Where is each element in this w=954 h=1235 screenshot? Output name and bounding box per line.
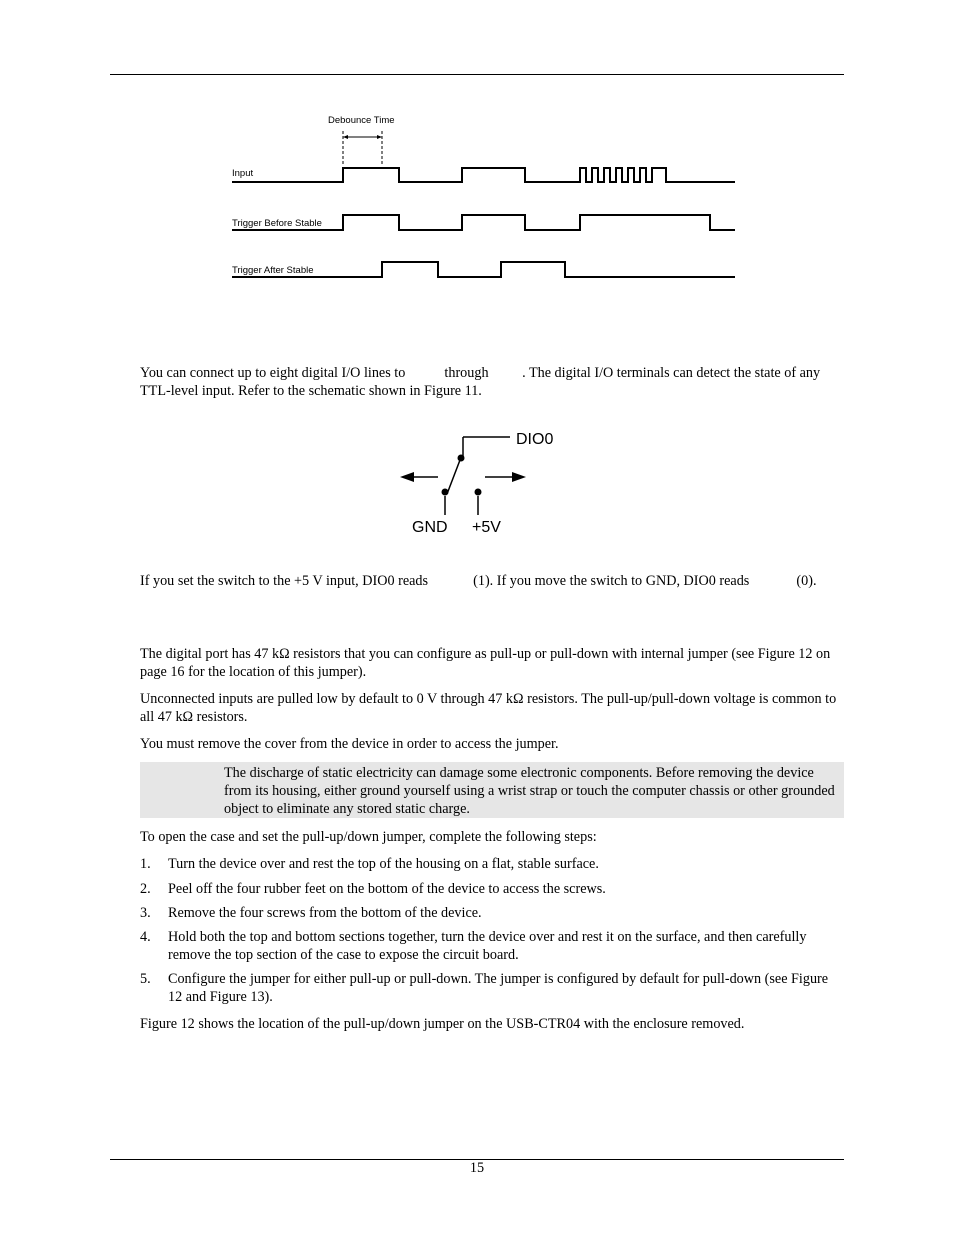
resistor-paragraph: The digital port has 47 kΩ resistors that you can configure as pull-up or pull-down with internal jumper (see Figure 12 on page 16 for the location of this jumper). <box>140 646 831 680</box>
page-number: 15 <box>469 1160 485 1176</box>
left-arrow-icon <box>400 472 414 482</box>
input-label: Input <box>232 168 254 179</box>
cover-paragraph: You must remove the cover from the device in order to access the jumper. <box>140 736 559 752</box>
step-number: 5. <box>140 971 151 987</box>
switch-paragraph: If you set the switch to the +5 V input, DIO0 reads (1). If you move the switch to GND, DIO0 reads (0). <box>140 573 817 589</box>
input-signal <box>232 168 735 182</box>
right-arrow-icon <box>512 472 526 482</box>
intro-paragraph: You can connect up to eight digital I/O lines to through . The digital I/O terminals can detect the state of any TTL-level input. Refer to the schematic shown in Figure 11. <box>140 365 821 399</box>
dio-switch-schematic <box>390 420 570 545</box>
unconnected-inputs-paragraph: Unconnected inputs are pulled low by default to 0 V through 47 kΩ resistors. The pull-up/pull-down voltage is common to all 47 kΩ resistors. <box>140 691 837 725</box>
debounce-timing-diagram <box>220 108 750 288</box>
plus5v-terminal <box>475 489 482 496</box>
step-number: 4. <box>140 929 151 945</box>
step-text: Configure the jumper for either pull-up or pull-down. The jumper is configured by default for pull-down (see Figure 12 and Figure 13). <box>168 971 829 1005</box>
plus5v-label: +5V <box>472 519 501 536</box>
debounce-time-label: Debounce Time <box>328 115 395 126</box>
header-rule <box>110 74 844 75</box>
gnd-terminal <box>442 489 449 496</box>
step-text: Hold both the top and bottom sections together, turn the device over and rest it on the surface, and then carefully remove the top section of the case to expose the circuit board. <box>168 929 807 963</box>
step-text: Remove the four screws from the bottom of the device. <box>168 905 482 921</box>
step-text: Turn the device over and rest the top of the housing on a flat, stable surface. <box>168 856 599 872</box>
closing-paragraph: Figure 12 shows the location of the pull-up/down jumper on the USB-CTR04 with the enclosure removed. <box>140 1016 745 1032</box>
caution-text: The discharge of static electricity can damage some electronic components. Before removing the device from its housing, either ground yourself using a wrist strap or touch the computer chassis or other grounded object to eliminate any stored static charge. <box>224 765 835 817</box>
steps-intro-paragraph: To open the case and set the pull-up/down jumper, complete the following steps: <box>140 829 597 845</box>
dio0-label: DIO0 <box>516 431 554 448</box>
gnd-label: GND <box>412 519 448 536</box>
step-number: 2. <box>140 881 151 897</box>
step-number: 1. <box>140 856 151 872</box>
step-text: Peel off the four rubber feet on the bottom of the device to access the screws. <box>168 881 606 897</box>
trigger-after-stable-label: Trigger After Stable <box>232 265 314 276</box>
step-number: 3. <box>140 905 151 921</box>
trigger-before-stable-label: Trigger Before Stable <box>232 218 322 229</box>
